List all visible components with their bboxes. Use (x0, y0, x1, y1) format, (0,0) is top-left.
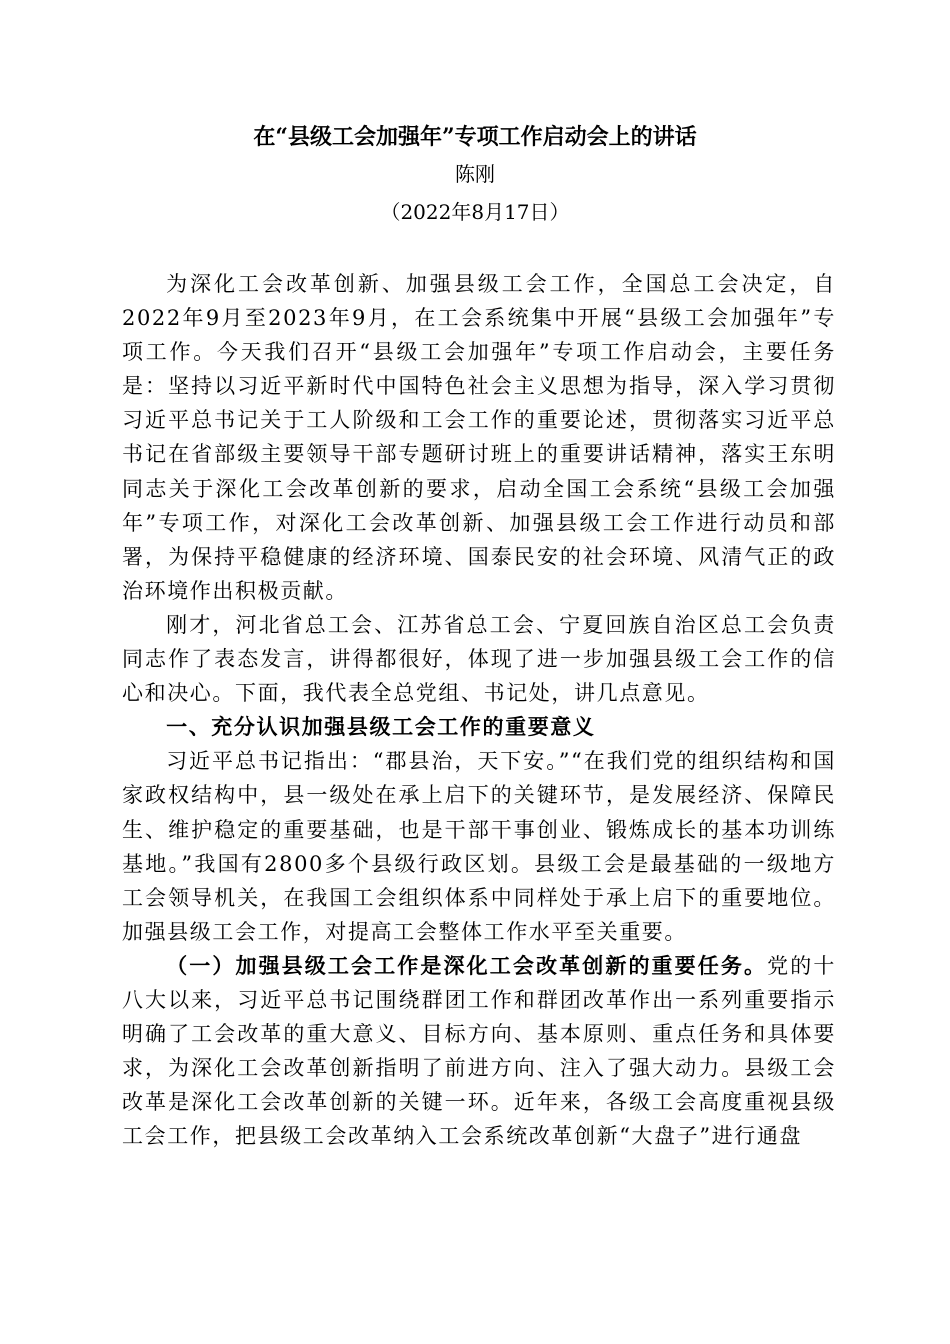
paragraph-remarks: 刚才，河北省总工会、江苏省总工会、宁夏回族自治区总工会负责同志作了表态发言，讲得都很好，体现了进一步加强县级工会工作的信心和决心。下面，我代表全总党组、书记处，讲几点意见。 (122, 612, 836, 706)
document-body (122, 267, 836, 1153)
paragraph-subsection-1 (122, 949, 836, 1154)
paragraph-quote: 习近平总书记指出：“郡县治，天下安。”“在我们党的组织结构和国家政权结构中，县一级处在承上启下的关键环节，是发展经济、保障民生、维护稳定的重要基础，也是干部干事创业、锻炼成长的基本功训练基地。”我国有2800多个县级行政区划。县级工会是最基础的一级地方工会领导机关，在我国工会组织体系中同样处于承上启下的重要地位。加强县级工会工作，对提高工会整体工作水平至关重要。 (122, 749, 836, 944)
speech-date: （2022年8月17日） (380, 200, 570, 224)
author-name: 陈刚 (455, 162, 495, 186)
subsection-text: 党的十八大以来，习近平总书记围绕群团工作和群团改革作出一系列重要指示明确了工会改革的重大意义、目标方向、基本原则、重点任务和具体要求，为深化工会改革创新指明了前进方向、注入了强大动力。县级工会改革是深化工会改革创新的关键一环。近年来，各级工会高度重视县级工会工作，把县级工会改革纳入工会系统改革创新“大盘子”进行通盘 (122, 953, 836, 1149)
section-heading-1: 一、充分认识加强县级工会工作的重要意义 (166, 714, 596, 740)
subsection-lead: （一）加强县级工会工作是深化工会改革创新的重要任务。 (166, 952, 768, 978)
document-title: 在“县级工会加强年”专项工作启动会上的讲话 (253, 124, 697, 150)
paragraph-intro: 为深化工会改革创新、加强县级工会工作，全国总工会决定，自2022年9月至2023年9月，在工会系统集中开展“县级工会加强年”专项工作。今天我们召开“县级工会加强年”专项工作启动会，主要任务是：坚持以习近平新时代中国特色社会主义思想为指导，深入学习贯彻习近平总书记关于工人阶级和工会工作的重要论述，贯彻落实习近平总书记在省部级主要领导干部专题研讨班上的重要讲话精神，落实王东明同志关于深化工会改革创新的要求，启动全国工会系统“县级工会加强年”专项工作，对深化工会改革创新、加强县级工会工作进行动员和部署，为保持平稳健康的经济环境、国泰民安的社会环境、风清气正的政治环境作出积极贡献。 (122, 272, 836, 603)
